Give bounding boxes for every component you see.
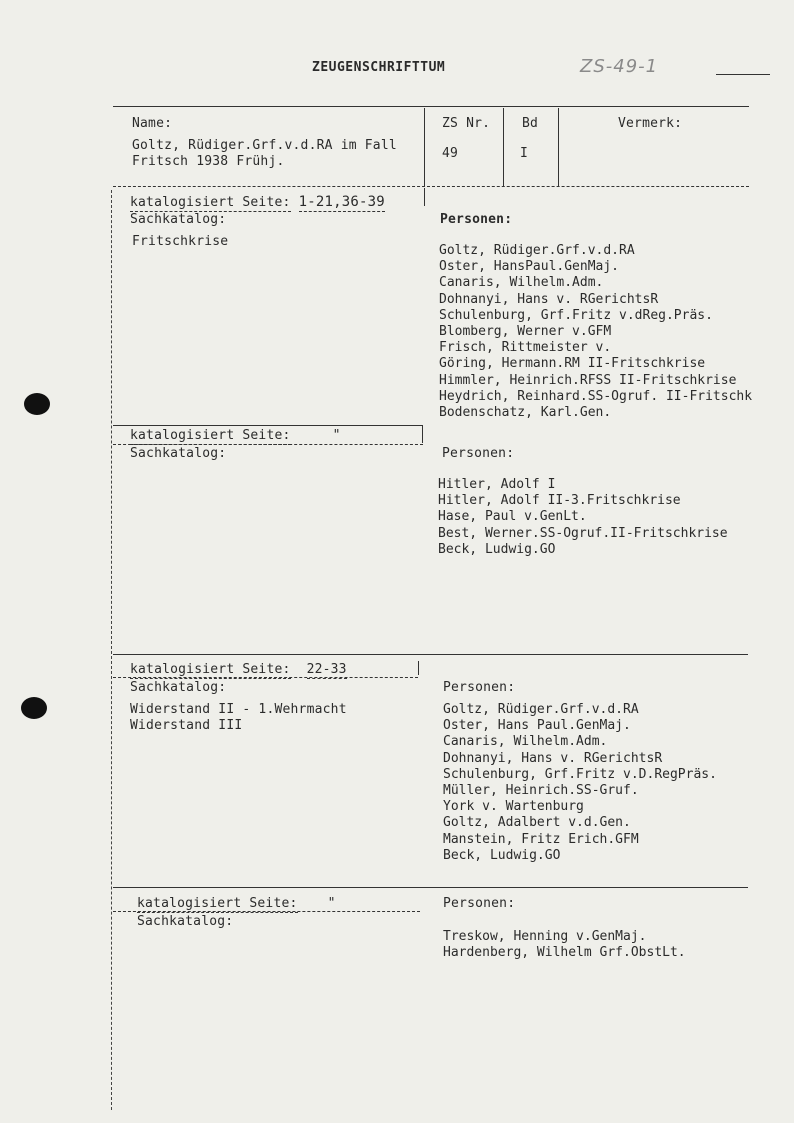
- header-divider-1: [424, 108, 425, 186]
- person-entry: Goltz, Rüdiger.Grf.v.d.RA: [439, 243, 635, 258]
- section4-personen-list: [443, 929, 686, 961]
- person-entry: Göring, Hermann.RM II-Fritschkrise: [439, 356, 706, 372]
- section3-sach-item-2: Widerstand III: [130, 718, 243, 733]
- punch-hole-bottom: [21, 697, 47, 719]
- punch-hole-top: [24, 393, 50, 415]
- bd-label: Bd: [522, 116, 539, 131]
- left-margin-guide: [111, 190, 112, 1110]
- section1-katalog-pages: 1-21,36-39: [298, 194, 385, 210]
- section1-personen-list: [439, 243, 752, 421]
- person-entry: Müller, Heinrich.SS-Gruf.: [443, 783, 639, 799]
- person-entry: Canaris, Wilhelm.Adm.: [439, 275, 604, 291]
- person-entry: Treskow, Henning v.GenMaj.: [443, 929, 647, 944]
- person-entry: Best, Werner.SS-Ogruf.II-Fritschkrise: [438, 525, 728, 541]
- section2-personen-label: Personen:: [442, 446, 515, 461]
- person-entry: Bodenschatz, Karl.Gen.: [439, 405, 612, 421]
- section2-katalog-pages: ": [332, 428, 341, 443]
- person-entry: Hase, Paul v.GenLt.: [438, 509, 587, 525]
- header-divider-2: [503, 108, 504, 186]
- section3-katalog-rule: [113, 677, 418, 678]
- person-entry: Dohnanyi, Hans v. RGerichtsR: [439, 291, 659, 307]
- section1-katalog-label: katalogisiert Seite:: [130, 195, 291, 210]
- section2-katalog-label: katalogisiert Seite:: [130, 428, 291, 443]
- person-entry: Beck, Ludwig.GO: [438, 541, 556, 557]
- section1-katalog: [130, 194, 385, 210]
- person-entry: York v. Wartenburg: [443, 799, 584, 815]
- section3-personen-list: [443, 702, 717, 864]
- person-entry: Manstein, Fritz Erich.GFM: [443, 831, 639, 847]
- section3-katalog-pages: 22-33: [306, 662, 347, 677]
- person-entry: Blomberg, Werner v.GFM: [439, 324, 612, 340]
- section2-personen-list: [438, 477, 728, 558]
- bd-value: I: [520, 146, 529, 161]
- person-entry: Oster, HansPaul.GenMaj.: [439, 259, 620, 275]
- section2-top-rule: [113, 425, 423, 426]
- person-entry: Hardenberg, Wilhelm Grf.ObstLt.: [443, 945, 686, 961]
- section3-katalog-tick: [418, 661, 419, 675]
- name-value-line2: Fritsch 1938 Frühj.: [132, 154, 285, 169]
- archive-signature: ZS-49-1: [580, 56, 659, 77]
- person-entry: Canaris, Wilhelm.Adm.: [443, 734, 608, 750]
- section4-personen-label: Personen:: [443, 896, 516, 911]
- person-entry: Hitler, Adolf II-3.Fritschkrise: [438, 493, 681, 509]
- section4-katalog-label: katalogisiert Seite:: [137, 896, 298, 911]
- section3-katalog: [130, 662, 347, 677]
- name-value-line1: Goltz, Rüdiger.Grf.v.d.RA im Fall: [132, 138, 397, 153]
- section3-top-rule: [113, 654, 748, 655]
- vermerk-label: Vermerk:: [618, 116, 683, 131]
- section1-sach-label: Sachkatalog:: [130, 212, 227, 227]
- section4-katalog-rule: [113, 911, 420, 912]
- section2-katalog-rule: [113, 444, 423, 445]
- section4-katalog: [137, 896, 336, 911]
- person-entry: Oster, Hans Paul.GenMaj.: [443, 718, 631, 734]
- section1-katalog-tick: [424, 188, 425, 206]
- section4-top-rule: [113, 887, 748, 888]
- section2-sach-label: Sachkatalog:: [130, 446, 227, 461]
- header-divider-3: [558, 108, 559, 186]
- document-title: ZEUGENSCHRIFTTUM: [312, 60, 446, 75]
- name-label: Name:: [132, 116, 173, 131]
- zs-value: 49: [442, 146, 459, 161]
- header-bottom-rule: [113, 186, 749, 187]
- person-entry: Schulenburg, Grf.Fritz v.D.RegPräs.: [443, 766, 717, 782]
- person-entry: Goltz, Adalbert v.d.Gen.: [443, 815, 631, 831]
- zs-label: ZS Nr.: [442, 116, 491, 131]
- person-entry: Dohnanyi, Hans v. RGerichtsR: [443, 750, 663, 766]
- section2-katalog: [130, 428, 341, 443]
- person-entry: Himmler, Heinrich.RFSS II-Fritschkrise: [439, 372, 737, 388]
- header-top-rule: [113, 106, 749, 107]
- section3-sach-item-1: Widerstand II - 1.Wehrmacht: [130, 702, 347, 717]
- person-entry: Frisch, Rittmeister v.: [439, 340, 612, 356]
- section3-personen-label: Personen:: [443, 680, 516, 695]
- person-entry: Goltz, Rüdiger.Grf.v.d.RA: [443, 702, 639, 717]
- section1-sach-item: Fritschkrise: [132, 234, 229, 249]
- person-entry: Hitler, Adolf I: [438, 477, 556, 492]
- section3-sach-label: Sachkatalog:: [130, 680, 227, 695]
- section1-personen-label: Personen:: [440, 212, 513, 227]
- person-entry: Schulenburg, Grf.Fritz v.dReg.Präs.: [439, 307, 713, 323]
- section2-katalog-tick: [422, 425, 423, 443]
- section4-sach-label: Sachkatalog:: [137, 914, 234, 929]
- section4-katalog-pages: ": [327, 896, 336, 911]
- section3-katalog-label: katalogisiert Seite:: [130, 662, 291, 677]
- person-entry: Beck, Ludwig.GO: [443, 847, 561, 863]
- signature-underline: [716, 74, 770, 75]
- person-entry: Heydrich, Reinhard.SS-Ogruf. II-Fritschk: [439, 388, 753, 404]
